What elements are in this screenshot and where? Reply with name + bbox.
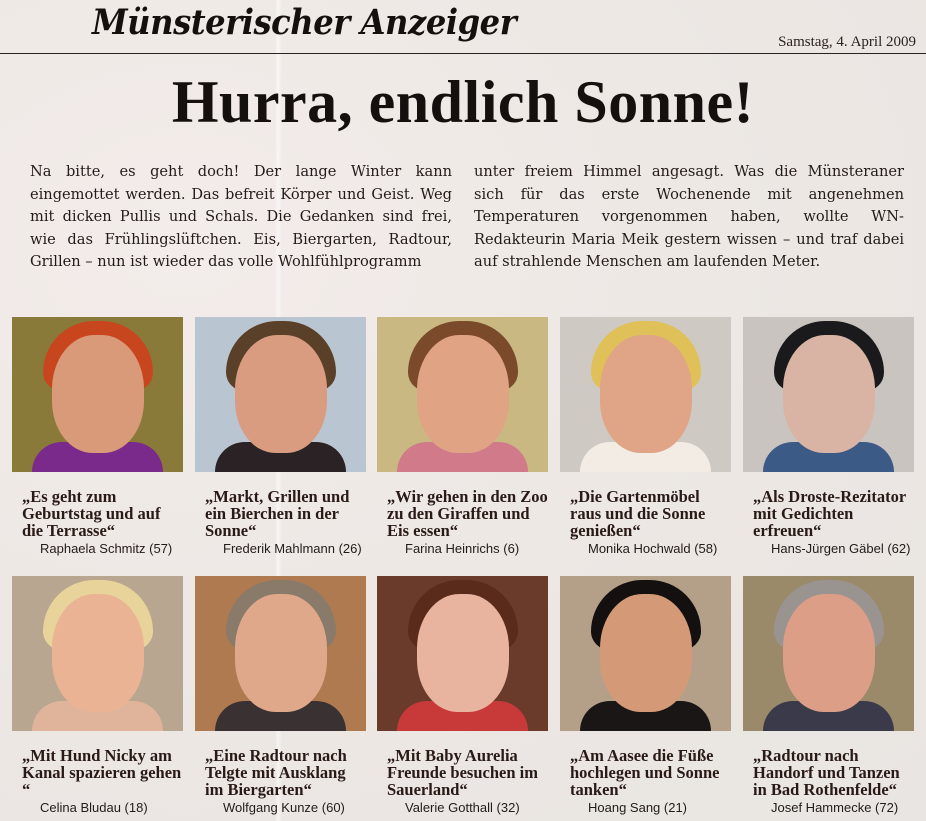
portrait-quote: „Am Aasee die Füße hochlegen und Sonne tanken“ xyxy=(570,746,720,799)
portrait-name: Hoang Sang (21) xyxy=(588,800,688,815)
lead-paragraph-right: unter freiem Himmel angesagt. Was die Münsteraner sich für das erste Wochenende mit angenehmen Temperaturen vorgenommen haben, wollte WN-Redakteurin Maria Meik gestern wissen – und traf dabei auf strahlende Menschen am laufenden Meter. xyxy=(474,163,904,271)
portrait-face xyxy=(783,594,875,712)
portrait-quote: „Als Droste-Rezitator mit Gedichten erfreuen“ xyxy=(753,487,906,540)
portrait-name: Josef Hammecke (72) xyxy=(771,800,899,815)
portrait-quote: „Mit Baby Aurelia Freunde besuchen im Sauerland“ xyxy=(387,746,538,799)
portrait-name: Farina Heinrichs (6) xyxy=(405,541,520,556)
portrait-card xyxy=(743,317,914,556)
header-rule xyxy=(0,53,926,54)
portrait-face xyxy=(600,594,692,712)
portrait-face xyxy=(235,594,327,712)
portrait-photo xyxy=(743,576,914,731)
portrait-face xyxy=(417,335,509,453)
portrait-photo xyxy=(12,317,183,472)
portrait-quote: „Eine Radtour nach Telgte mit Ausklang im Biergarten“ xyxy=(205,746,347,799)
portrait-name: Valerie Gotthall (32) xyxy=(405,800,520,815)
portrait-quote: „Markt, Grillen und ein Bierchen in der Sonne“ xyxy=(205,487,350,540)
portrait-photo xyxy=(195,576,366,731)
portrait-face xyxy=(235,335,327,453)
portrait-name: Frederik Mahlmann (26) xyxy=(223,541,362,556)
portrait-name: Hans-Jürgen Gäbel (62) xyxy=(771,541,911,556)
portrait-photo xyxy=(12,576,183,731)
portrait-face xyxy=(52,335,144,453)
portrait-face xyxy=(417,594,509,712)
portrait-name: Celina Bludau (18) xyxy=(40,800,148,815)
portrait-photo xyxy=(743,317,914,472)
portrait-name: Raphaela Schmitz (57) xyxy=(40,541,173,556)
portrait-card xyxy=(12,576,183,815)
issue-date: Samstag, 4. April 2009 xyxy=(778,34,916,50)
article-headline: Hurra, endlich Sonne! xyxy=(171,69,755,135)
portrait-card xyxy=(743,576,914,815)
portrait-card xyxy=(195,576,366,815)
portrait-card xyxy=(560,576,731,815)
portrait-photo xyxy=(377,317,548,472)
portrait-face xyxy=(600,335,692,453)
portrait-quote: „Wir gehen in den Zoo zu den Giraffen und Eis essen“ xyxy=(387,487,548,540)
portrait-quote: „Radtour nach Handorf und Tanzen in Bad Rothenfelde“ xyxy=(753,746,900,799)
portrait-card xyxy=(377,317,548,556)
newspaper-masthead: Münsterischer Anzeiger xyxy=(92,2,517,43)
portrait-face xyxy=(52,594,144,712)
portrait-photo xyxy=(560,317,731,472)
portrait-photo xyxy=(560,576,731,731)
portrait-quote: „Mit Hund Nicky am Kanal spazieren gehen “ xyxy=(22,746,182,799)
portrait-name: Wolfgang Kunze (60) xyxy=(223,800,345,815)
portrait-quote: „Es geht zum Geburtstag und auf die Terrasse“ xyxy=(22,487,161,540)
portrait-face xyxy=(783,335,875,453)
portrait-card xyxy=(12,317,183,556)
portrait-photo xyxy=(377,576,548,731)
portrait-quote: „Die Gartenmöbel raus und die Sonne genießen“ xyxy=(570,487,706,540)
portrait-card xyxy=(377,576,548,815)
lead-paragraph-left: Na bitte, es geht doch! Der lange Winter kann eingemottet werden. Das befreit Körper und Geist. Weg mit dicken Pullis und Schals. Die Gedanken sind frei, wie das Frühlingslüftchen. Eis, Biergarten, Radtour, Grillen – nun ist wieder das volle Wohlfühlprogramm xyxy=(30,163,452,271)
portrait-card xyxy=(560,317,731,556)
portrait-name: Monika Hochwald (58) xyxy=(588,541,718,556)
portrait-photo xyxy=(195,317,366,472)
portrait-card xyxy=(195,317,366,556)
